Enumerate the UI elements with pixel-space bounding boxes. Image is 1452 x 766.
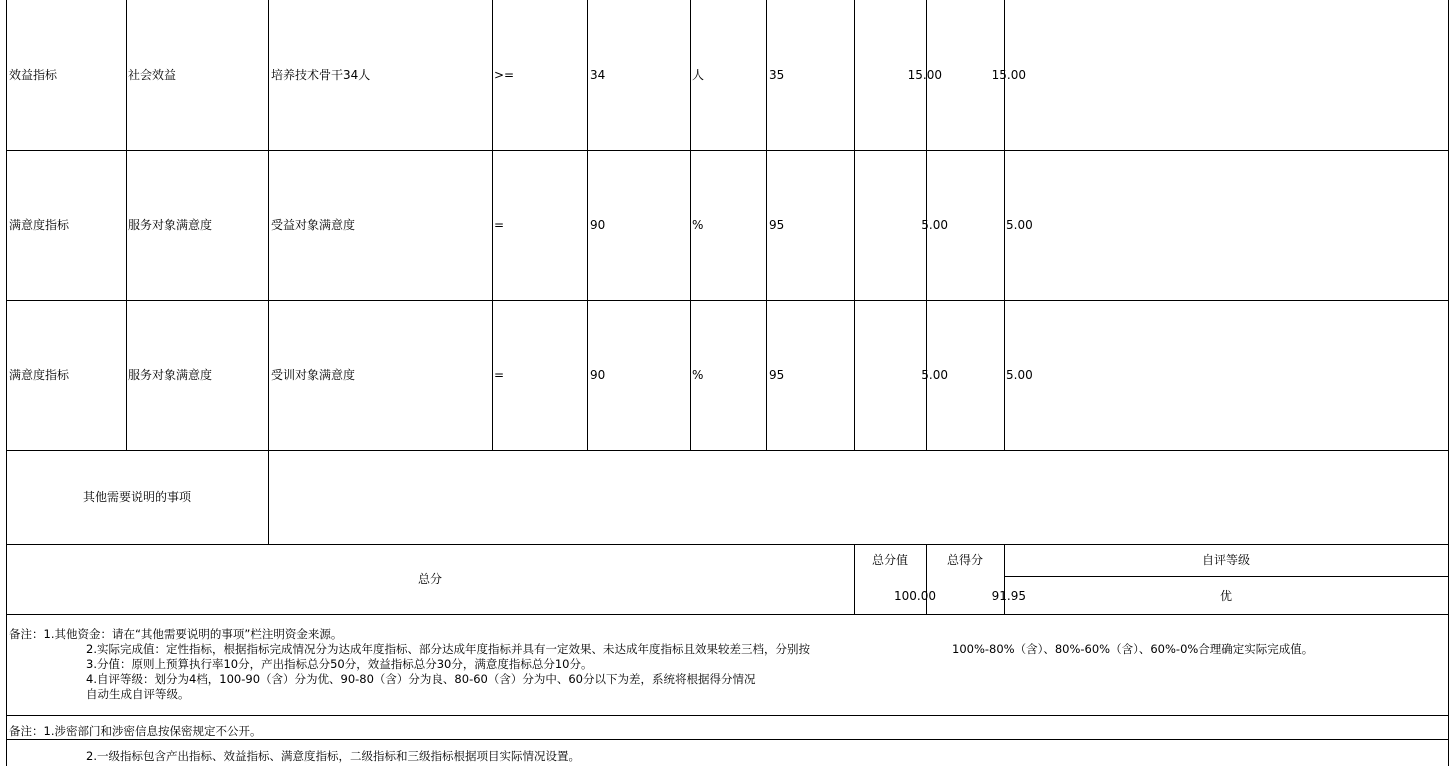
unit-cell: % <box>692 218 704 232</box>
total-value-header: 总分值 <box>871 553 908 567</box>
operator-cell: >= <box>494 68 515 82</box>
total-score-header: 总得分 <box>946 553 983 567</box>
grid-line <box>6 0 7 766</box>
level3-indicator-cell: 受益对象满意度 <box>271 218 356 232</box>
notes-line: 备注：1.涉密部门和涉密信息按保密规定不公开。 <box>9 724 262 738</box>
target-value-cell: 90 <box>590 218 606 232</box>
notes-line: 2.一级指标包含产出指标、效益指标、满意度指标，二级指标和三级指标根据项目实际情况设置。 <box>86 749 580 763</box>
notes-line: 100%-80%（含）、80%-60%（含）、60%-0%合理确定实际完成值。 <box>952 642 1314 656</box>
target-value-cell: 90 <box>590 368 606 382</box>
total-score: 91.95 <box>991 589 1026 603</box>
level2-indicator-cell: 服务对象满意度 <box>128 218 213 232</box>
grid-line <box>126 0 127 450</box>
grid-line <box>6 450 1448 451</box>
operator-cell: = <box>494 218 505 232</box>
notes-line: 4.自评等级：划分为4档，100-90（含）分为优、90-80（含）分为良、80-60（含）分为中、60分以下为差，系统将根据得分情况 <box>86 672 756 686</box>
grid-line <box>6 715 1448 716</box>
other-matters-label: 其他需要说明的事项 <box>82 490 191 504</box>
score-cell: 5.00 <box>1006 368 1033 382</box>
weight-cell: 5.00 <box>921 218 948 232</box>
self-grade-header: 自评等级 <box>1201 553 1250 567</box>
level2-indicator-cell: 服务对象满意度 <box>128 368 213 382</box>
grid-line <box>492 0 493 450</box>
level1-indicator-cell: 满意度指标 <box>9 368 70 382</box>
weight-cell: 5.00 <box>921 368 948 382</box>
level1-indicator-cell: 效益指标 <box>9 68 58 82</box>
level2-indicator-cell: 社会效益 <box>128 68 177 82</box>
level3-indicator-cell: 受训对象满意度 <box>271 368 356 382</box>
level1-indicator-cell: 满意度指标 <box>9 218 70 232</box>
notes-line: 2.实际完成值：定性指标，根据指标完成情况分为达成年度指标、部分达成年度指标并具有一定效果、未达成年度指标且效果较差三档，分别按 <box>86 642 810 656</box>
grid-line <box>6 544 1448 545</box>
actual-value-cell: 95 <box>769 218 785 232</box>
grid-line <box>6 300 1448 301</box>
total-value: 100.00 <box>894 589 936 603</box>
grid-line <box>1448 0 1449 766</box>
actual-value-cell: 35 <box>769 68 785 82</box>
grid-line <box>690 0 691 450</box>
self-grade-value: 优 <box>1219 589 1232 603</box>
weight-cell: 15.00 <box>907 68 942 82</box>
score-cell: 15.00 <box>991 68 1026 82</box>
score-cell: 5.00 <box>1006 218 1033 232</box>
grid-line <box>854 0 855 450</box>
target-value-cell: 34 <box>590 68 606 82</box>
notes-line: 3.分值：原则上预算执行率10分，产出指标总分50分，效益指标总分30分，满意度指标总分10分。 <box>86 657 593 671</box>
grid-line <box>587 0 588 450</box>
total-label: 总分 <box>417 572 442 586</box>
grid-line <box>6 739 1448 740</box>
grid-line <box>1004 576 1448 577</box>
notes-line: 备注：1.其他资金：请在“其他需要说明的事项”栏注明资金来源。 <box>9 627 343 641</box>
unit-cell: % <box>692 368 704 382</box>
grid-line <box>6 614 1448 615</box>
level3-indicator-cell: 培养技术骨干34人 <box>271 68 371 82</box>
unit-cell: 人 <box>692 68 705 82</box>
notes-line: 自动生成自评等级。 <box>86 687 190 701</box>
grid-line <box>6 150 1448 151</box>
actual-value-cell: 95 <box>769 368 785 382</box>
grid-line <box>766 0 767 450</box>
operator-cell: = <box>494 368 505 382</box>
grid-line <box>268 0 269 544</box>
